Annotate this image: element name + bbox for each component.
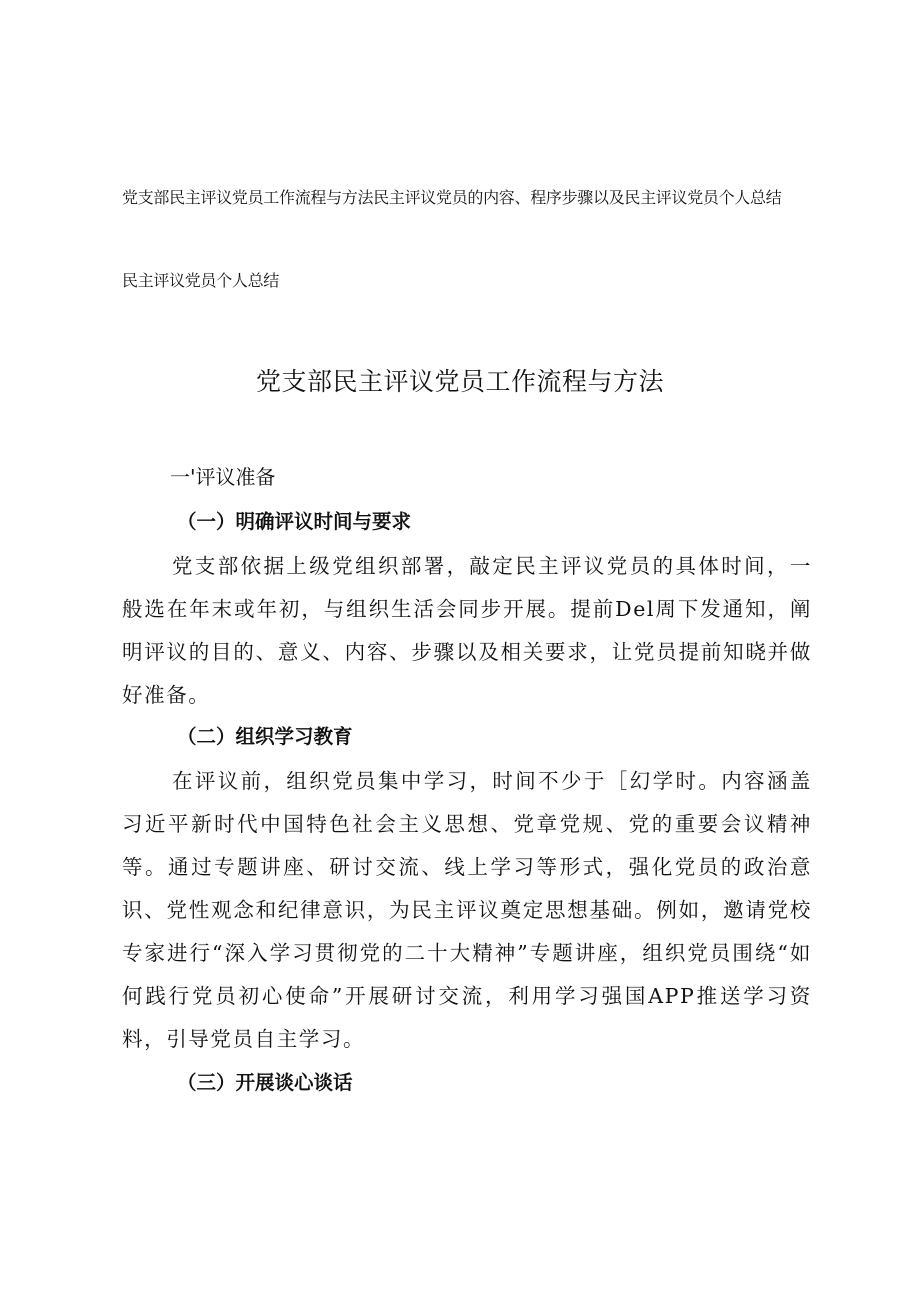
paragraph-1: 党支部依据上级党组织部署，敲定民主评议党员的具体时间，一般选在年末或年初，与组织生活会同步开展。提前Del周下发通知，阐明评议的目的、意义、内容、步骤以及相关要求，让党员提前知晓并做好准备。 (122, 554, 812, 707)
page-title: 党支部民主评议党员工作流程与方法 (255, 367, 664, 396)
document-header-subtitle: 民主评议党员个人总结 (122, 271, 280, 290)
document-header-title: 党支部民主评议党员工作流程与方法民主评议党员的内容、程序步骤以及民主评议党员个人总结 (122, 188, 782, 207)
paragraph-2: 在评议前，组织党员集中学习，时间不少于［幻学时。内容涵盖习近平新时代中国特色社会主义思想、党章党规、党的重要会议精神等。通过专题讲座、研讨交流、线上学习等形式，强化党员的政治意识、党性观念和纪律意识，为民主评议奠定思想基础。例如，邀请党校专家进行“深入学习贯彻党的二十大精神”专题讲座，组织党员围绕“如何践行党员初心使命”开展研讨交流，利用学习强国APP推送学习资料，引导党员自主学习。 (122, 769, 812, 1051)
subsection-heading-1: （一）明确评议时间与要求 (177, 510, 412, 533)
subsection-heading-2: （二）组织学习教育 (177, 725, 353, 748)
subsection-heading-3: （三）开展谈心谈话 (177, 1071, 353, 1094)
section-heading: 一'评议准备 (170, 465, 276, 489)
